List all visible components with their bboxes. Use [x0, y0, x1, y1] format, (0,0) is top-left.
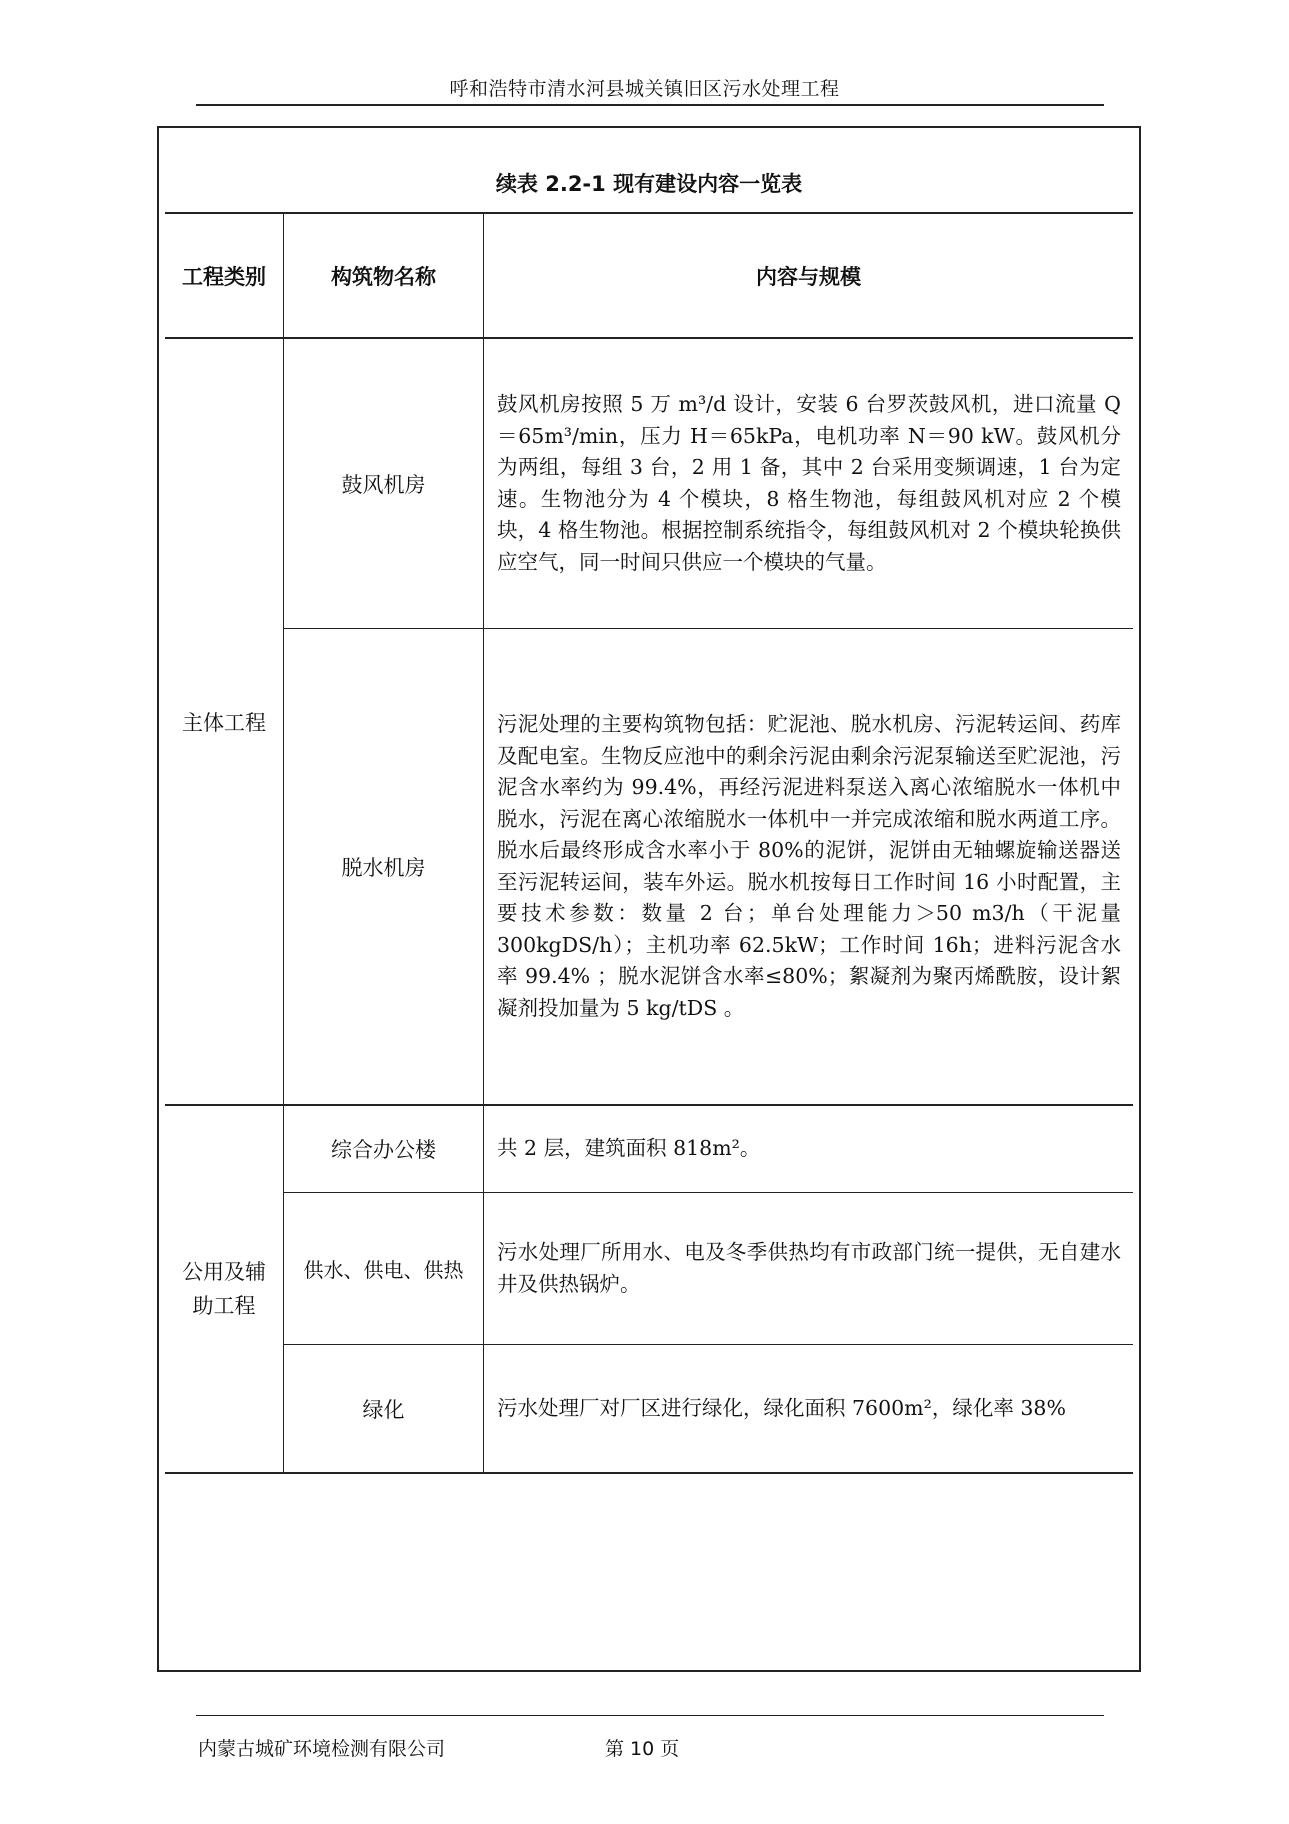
page-header: 呼和浩特市清水河县城关镇旧区污水处理工程	[449, 78, 840, 100]
content-text: 污水处理厂对厂区进行绿化，绿化面积 7600m²，绿化率 38%	[497, 1395, 1066, 1420]
content-text: 污泥处理的主要构筑物包括：贮泥池、脱水机房、污泥转运间、药库及配电室。生物反应池中的剩余污泥由剩余污泥泵输送至贮泥池，污泥含水率约为 99.4%，再经污泥进料泵送入离心浓缩脱水一体机中脱水，污泥在离心浓缩脱水一体机中一并完成浓缩和脱水两道工序。脱水后最终形成含水率小于 80%的泥饼，泥饼由无轴螺旋输送器送至污泥转运间，装车外运。脱水机按每日工作时间 16 小时配置，主要技术参数：数量 2 台；单台处理能力＞50 m3/h（干泥量 300kgDS/h）；主机功率 62.5kW；工作时间 16h；进料污泥含水率 99.4% ；脱水泥饼含水率≤80%；絮凝剂为聚丙烯酰胺，设计絮凝剂投加量为 5 kg/tDS 。	[497, 712, 1121, 1020]
footer-company: 内蒙古城矿环境检测有限公司	[198, 1738, 446, 1760]
content-text: 鼓风机房按照 5 万 m³/d 设计，安装 6 台罗茨鼓风机，进口流量 Q＝65m³/min，压力 H＝65kPa，电机功率 N＝90 kW。鼓风机分为两组，每组 3 台，2 用 1 备，其中 2 台采用变频调速，1 台为定速。生物池分为 4 个模块，8 格生物池，每组鼓风机对应 2 个模块，4 格生物池。根据控制系统指令，每组鼓风机对 2 个模块轮换供应空气，同一时间只供应一个模块的气量。	[497, 392, 1121, 574]
column-header-category: 工程类别	[182, 264, 266, 289]
content-cell	[497, 1193, 1121, 1344]
header-rule	[196, 104, 1104, 106]
category-cell: 公用及辅助工程	[182, 1260, 266, 1318]
structure-name-cell: 供水、供电、供热	[303, 1258, 464, 1282]
content-cell	[497, 1106, 1121, 1192]
content-cell	[497, 339, 1121, 628]
content-cell	[497, 629, 1121, 1104]
category-cell: 主体工程	[182, 710, 266, 735]
page-number: 第 10 页	[605, 1738, 680, 1760]
col-rule-2	[483, 212, 484, 1474]
content-cell	[497, 1345, 1121, 1472]
table-bottom-rule	[165, 1472, 1133, 1474]
column-header-structure: 构筑物名称	[331, 264, 436, 289]
content-text: 共 2 层，建筑面积 818m²。	[497, 1136, 761, 1161]
column-header-content: 内容与规模	[756, 264, 861, 289]
structure-name-cell: 鼓风机房	[341, 472, 426, 497]
footer-rule	[196, 1715, 1104, 1716]
structure-name-cell: 绿化	[362, 1397, 405, 1422]
content-text: 污水处理厂所用水、电及冬季供热均有市政部门统一提供，无自建水井及供热锅炉。	[497, 1240, 1121, 1296]
structure-name-cell: 综合办公楼	[331, 1138, 436, 1162]
structure-name-cell: 脱水机房	[341, 855, 426, 880]
table-title: 续表 2.2-1 现有建设内容一览表	[495, 172, 803, 196]
